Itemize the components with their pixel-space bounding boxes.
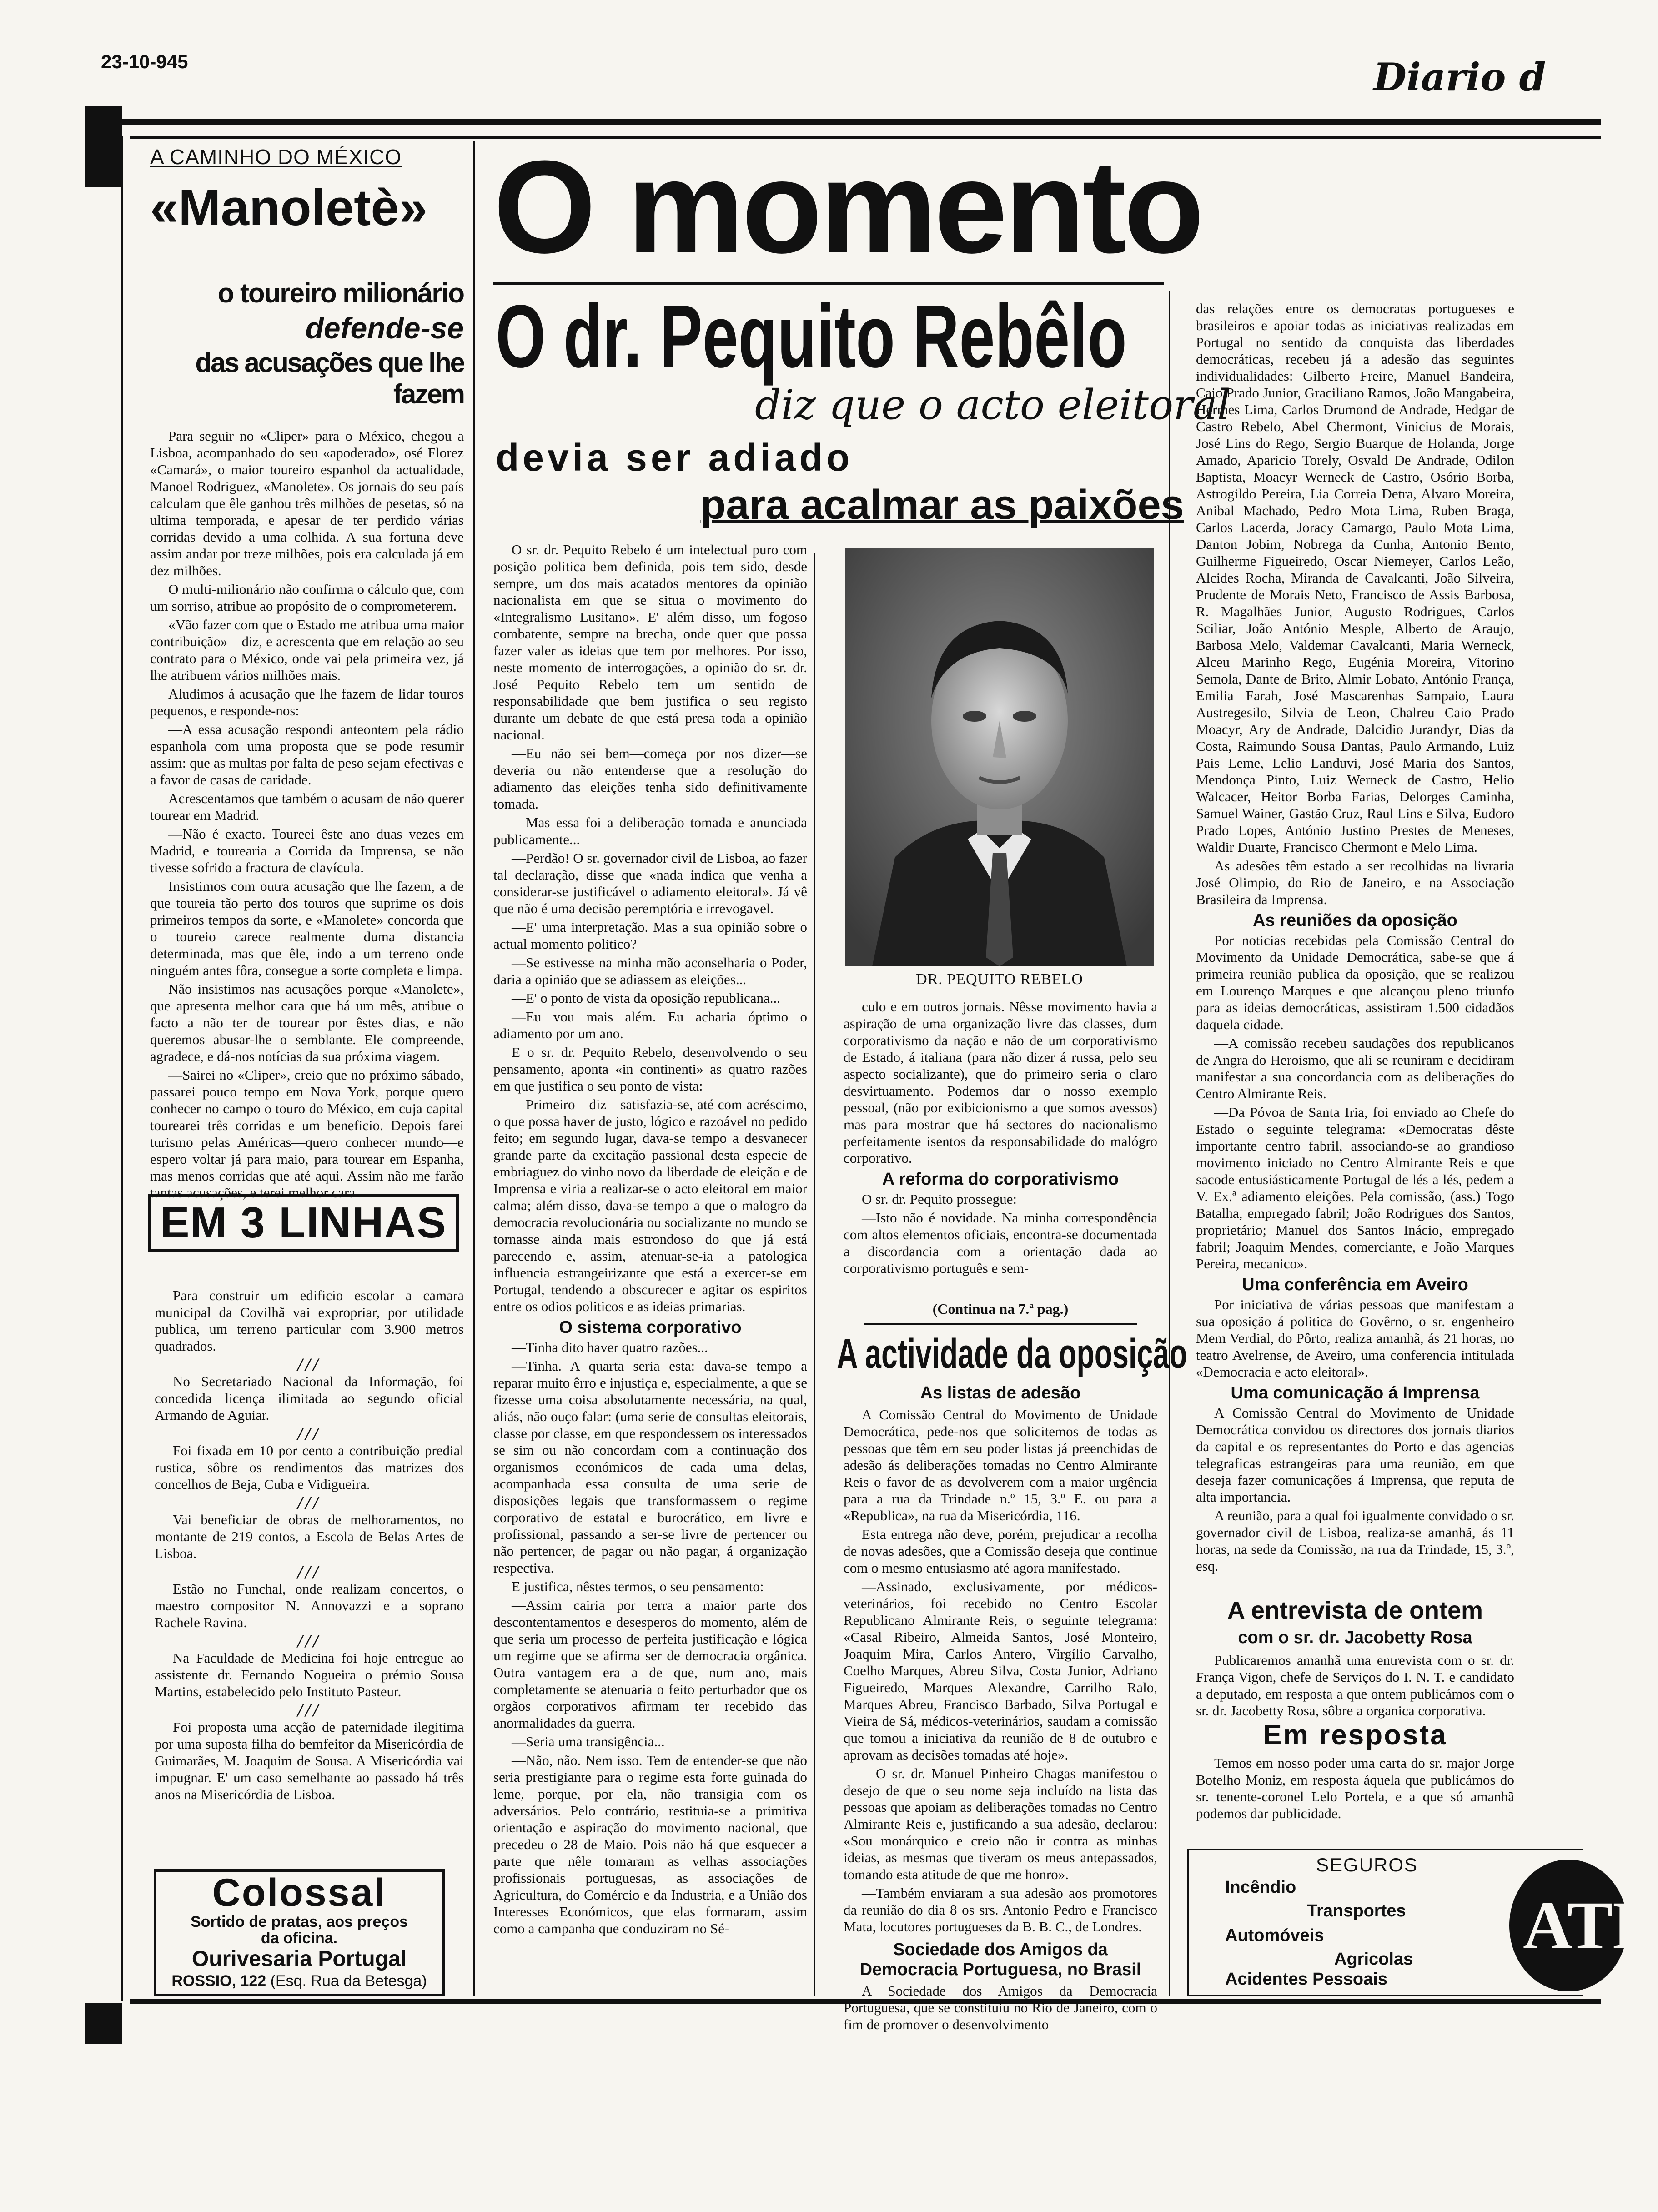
paragraph: Temos em nosso poder uma carta do sr. major Jorge Botelho Moniz, em resposta áquela que publicámos do sr. tenente-coronel Lelo Portela, e a que só amanhã podemos dar publicidade. <box>1196 1755 1514 1821</box>
brief-item: Na Faculdade de Medicina foi hoje entregue ao assistente dr. Fernando Nogueira o prémio Sousa Martins, estabelecido pelo Instituto Pasteur. <box>155 1650 464 1699</box>
left-margin-line <box>121 136 123 2001</box>
paragraph: Por iniciativa de várias pessoas que manifestam a sua oposição á politica do Govêrno, o sr. engenheiro Mem Verdial, do Pôrto, realiza amanhã, ás 21 horas, no teatro Avelrense, de Aveiro, uma conferencia intitulada «Democracia e acto eleitoral». <box>1196 1297 1514 1380</box>
paragraph: —Assinado, exclusivamente, por médicos-veterinários, foi recebido no Centro Escolar Republicano Almirante Reis, o seguinte telegrama: «Casal Ribeiro, Almeida Santos, José Monteiro, Joaquim Mira, Carlos Antero, Virgílio Carvalho, Coelho Marques, Abreu Silva, Costa Junior, Adriano Figueiredo, Marques Alexandre, Carrilho Ralo, Marques Abreu, Francisco Barbado, Silva Portugal e Vieira de Sá, médicos-veterinários, saudam a comissão que tomou a iniciativa da reunião de 8 de outubro e aprovam as decisões tomadas até hoje». <box>844 1579 1157 1763</box>
ad-seguros <box>1187 1849 1658 1996</box>
section-title: EM 3 LINHAS <box>160 1198 447 1247</box>
paragraph: Para seguir no «Cliper» para o México, chegou a Lisboa, acompanhado do seu «apoderado», osé Florez «Camará», o maior toureiro espanhol da actualidade, Manoel Rodriguez, «Manolete». Os jornais do seu país calculam que êle ganhou três milhões de pesetas, só na ultima temporada, e apesar de ter perdido várias corridas devido a uma colhida. A sua fortuna deve assim andar por treze milhões, pois era calculada já em dez milhões. <box>150 428 464 578</box>
ad-line: Transportes <box>1307 1901 1406 1920</box>
oposicao-headline: A actividade da oposição <box>837 1331 1187 1377</box>
subheading: Uma comunicação á Imprensa <box>1231 1383 1480 1403</box>
paragraph: —Seria uma transigência... <box>512 1734 665 1749</box>
main-headline: O dr. Pequito Rebêlo <box>496 287 1127 386</box>
paragraph: A Sociedade dos Amigos da Democracia Portuguesa, que se constituiu no Rio de Janeiro, com o fim de promover o desenvolvimento <box>844 1983 1157 2032</box>
paragraph: —Perdão! O sr. governador civil de Lisboa, ao fazer tal declaração, disse que «nada indica que venha a considerar-se justificável o adiamento eleitoral». Já vê que não é uma decisão peremptória e irrevogavel. <box>493 850 807 916</box>
paragraph: E o sr. dr. Pequito Rebelo, desenvolvendo o seu pensamento, aponta «in continenti» as quatro razões em que justifica o seu ponto de vista: <box>493 1044 807 1094</box>
paragraph: A Comissão Central do Movimento de Unidade Democrática, pede-nos que solicitemos de todas as pessoas que têm em seu poder listas já preenchidas de adesão ás deliberações tomadas no Centro Almirante Reis o favor de as devolverem com a maior urgência para a rua da Trindade n.º 15, 3.º E. ou para a «Republica», na rua da Misericórdia, 116. <box>844 1407 1157 1523</box>
paragraph: —Também enviaram a sua adesão aos promotores da reunião do dia 8 os srs. Antonio Pedro e Francisco Mata, locutores portugueses da B. B. C., de Londres. <box>844 1885 1157 1935</box>
oposicao-body <box>844 1406 1157 2032</box>
right-col-body <box>1196 300 1514 1583</box>
left-margin-bar-bottom <box>85 2003 122 2044</box>
ad-line: Incêndio <box>1225 1878 1296 1897</box>
ad-address <box>156 1972 442 1990</box>
paragraph: O multi-milionário não confirma o cálculo que, com um sorriso, atribue ao propósito de o comprometerem. <box>150 581 464 614</box>
paragraph: O sr. dr. Pequito prossegue: <box>862 1191 1017 1207</box>
top-rule <box>86 119 1601 125</box>
paragraph: As adesões têm estado a ser recolhidas na livraria José Olimpio, do Rio de Janeiro, e na Associação Brasileira da Imprensa. <box>1196 858 1514 907</box>
brief-item: Foi proposta uma acção de paternidade ilegitima por uma suposta filha do bemfeitor da Misericórdia de Guimarães, M. Joaquim de Sousa. A Misericórdia vai impugnar. E' um caso semelhante ao passado há três anos na Misericórdia de Lisboa. <box>155 1719 464 1802</box>
paragraph: —E' uma interpretação. Mas a sua opinião sobre o actual momento politico? <box>493 919 807 952</box>
main-headline-wrap <box>496 287 1164 386</box>
paragraph: —A comissão recebeu saudações dos republicanos de Angra do Heroismo, que ali se reuniram e decidiram manifestar a sua concordancia com as deliberações do Centro Almirante Reis. <box>1196 1035 1514 1101</box>
paragraph: —O sr. dr. Manuel Pinheiro Chagas manifestou o desejo de que o seu nome seja incluído na lista das pessoas que apoiam as deliberações tomadas no Centro Almirante Reis e, justificando a sua adesão, declarou: «Sou monárquico e creio não ir contra as minhas ideias, as mesmas que tiveram os meus antepassados, tomando esta atitude de que me honro». <box>844 1765 1157 1882</box>
brief-item: Vai beneficiar de obras de melhoramentos, no montante de 219 contos, a Escola de Belas Artes de Lisboa. <box>155 1512 464 1561</box>
left-margin-bar-top <box>85 106 122 187</box>
photo-caption: DR. PEQUITO REBELO <box>916 971 1083 988</box>
manolete-body <box>150 427 464 1201</box>
resposta-title: Em resposta <box>1263 1719 1447 1751</box>
em3linhas-body <box>155 1287 464 1874</box>
subheading: Sociedade dos Amigos da Democracia Portuguesa, no Brasil <box>859 1940 1141 1979</box>
separator-mark: /// <box>297 1700 321 1720</box>
paragraph: —Eu não sei bem—começa por nos dizer—se deveria ou não entenderse que a resolução do adiamento das eleições tenha sido definitivamente tomada. <box>493 745 807 812</box>
subtitle-line-1: o toureiro milionário <box>217 278 464 308</box>
subheading: A reforma do corporativismo <box>882 1170 1119 1189</box>
paragraph: —Se estivesse na minha mão aconselharia o Poder, daria a opinião que se adiassem as eleições... <box>493 955 807 987</box>
paragraph: das relações entre os democratas portugueses e brasileiros e apoiar todas as iniciativas realizadas em Portugal no sentido da conquista das liberdades democráticas, recebeu já a adesão das seguintes individualidades: Gilberto Freire, Manuel Bandeira, Caio Prado Junior, Graciliano Ramos, João Mangabeira, Hermes Lima, Carlos Drumond de Andrade, Hedgar de Castro Rebelo, Abel Chermont, Vinicius de Morais, José Lins do Rego, Sergio Buarque de Holanda, Jorge Amado, Aparicio Torely, Osvald De Andrade, Odilon Baptista, Moacyr Werneck de Castro, Osório Borba, Astrogildo Pereira, Lia Correia Detra, Alvaro Moreira, Anibal Machado, Pedro Mota Lima, Ruben Braga, Carlos Lacerda, Joracy Camargo, Paulo Mota Lima, Danton Jobim, Nobrega da Cunha, Antonio Bento, Guilherme Figueiredo, Oscar Niemeyer, Carlos Leão, Alcides Rocha, Miranda de Cavalcanti, João Silveira, Prudente de Morais Neto, Francisco de Assis Barbosa, R. Magalhães Junior, Augusto Rodrigues, Carlos Sciliar, João António Mesple, Alberto de Araujo, Barbosa Melo, Valdemar Cavalcanti, Maria Werneck, Alceu Marinho Rego, Eugénia Moreira, Vitorino Semola, Dante de Brito, Almir Lobato, António França, Emilia Farah, José Mascarenhas Sampaio, Laura Austregesilo, Silvia de Leon, Chalreu Caio Prado Moacyr, Ary de Andrade, Dalcidio Jurandyr, Dias da Costa, Raimundo Sousa Dantas, Paulo Armando, Luiz Pais Leme, Lelio Landuvi, José Maria dos Santos, Mendonça Pinto, Luiz Werneck de Castro, Helio Walcacer, Heitor Borba Farias, Delorges Caminha, Samuel Wainer, Gastão Cruz, Raul Lins e Silva, Eudoro Prado Lopes, António Justino Prestes de Meneses, Waldir Duarte, Francisco Chermont e Melo Lima. <box>1196 301 1514 855</box>
main-story-col-2 <box>844 998 1157 1289</box>
paragraph: Esta entrega não deve, porém, prejudicar a recolha de novas adesões, que a Comissão deseja que continue com o mesmo entusiasmo até agora manifestado. <box>844 1526 1157 1576</box>
deck-line-1: diz que o acto eleitoral <box>755 381 1231 429</box>
banner-underline <box>493 282 1164 285</box>
separator-mark: /// <box>297 1631 321 1651</box>
banner-title: O momento <box>493 133 1202 281</box>
separator-mark: /// <box>297 1493 321 1513</box>
subheading: O sistema corporativo <box>559 1318 742 1337</box>
resposta-body <box>1196 1755 1514 1832</box>
continued-rule <box>864 1323 1137 1325</box>
section-box-em3linhas <box>148 1194 459 1252</box>
ad-colossal <box>154 1869 445 1996</box>
oposicao-subhead: As listas de adesão <box>920 1383 1081 1403</box>
oposicao-headline-wrap <box>837 1330 1187 1380</box>
newspaper-name: Diario d <box>1373 55 1546 100</box>
paragraph: «Vão fazer com que o Estado me atribua uma maior contribuição»—diz, e acrescenta que em relação ao seu contrato para o México, onde vai pela primeira vez, já lhe atribuem vários milhões mais. <box>150 617 464 683</box>
entrevista-body <box>1196 1652 1514 1724</box>
page-date: 23-10-945 <box>101 51 188 72</box>
column-rule-2 <box>473 141 475 1996</box>
paragraph: —Tinha. A quarta seria esta: dava-se tempo a reparar muito êrro e injustiça e, especialmente, a que se fizesse uma coisa absolutamente necessária, na qual, aliás, não ouço falar: (uma serie de consultas eleitorais, classe por classe, em que respondessem os interessados se sim ou não concordam com a continuação dos organismos económicos de cada uma delas, acompanhada essa consulta de uma serie de disposições legais que transformassem o regime corporativo de estatal e burocrático, em livre e profissional, passando a ser-se livre de pertencer ou não pertencer, de pagar ou não pagar, á organização respectiva. <box>493 1358 807 1576</box>
ad-address-strong: ROSSIO, 122 <box>171 1972 266 1990</box>
ad-line-2: da oficina. <box>261 1930 338 1947</box>
ad-seguros-title: SEGUROS <box>1316 1854 1418 1875</box>
atl-logo-text: ATL <box>1523 1888 1658 1963</box>
paragraph: —Não, não. Nem isso. Tem de entender-se que não seria prestigiante para o regime esta forte guinada do leme, porque, por ela, não transigia com os adversários. Pelo contrário, restituia-se a primitiva orientação e aspiração do movimento nacional, que precedeu o 28 de Maio. Pois não há que esquecer a parte que nêle tomaram as velhas associações profissionais portuguesas, as associações de Agricultura, do Comércio e da Industria, e a União dos Interesses Económicos, que elas formaram, assim como a campanha que conduziram no Sé- <box>493 1752 807 1936</box>
paragraph: —Não é exacto. Toureei êste ano duas vezes em Madrid, e tourearia a Corrida da Imprensa, se não tivesse sofrido a fractura de clavícula. <box>150 826 464 875</box>
entrevista-sub: com o sr. dr. Jacobetty Rosa <box>1238 1628 1472 1647</box>
paragraph: —Eu vou mais além. Eu acharia óptimo o adiamento por um ano. <box>493 1009 807 1041</box>
column-rule-3 <box>814 553 815 1996</box>
ad-shop: Ourivesaria Portugal <box>191 1947 407 1971</box>
brief-item: Para construir um edificio escolar a camara municipal da Covilhã vai expropriar, por utilidade publica, um terreno particular com 3.900 metros quadrados. <box>155 1287 464 1354</box>
deck-line-2: devia ser adiado <box>496 436 854 479</box>
ad-name: Colossal <box>212 1871 387 1915</box>
paragraph: culo e em outros jornais. Nêsse movimento havia a aspiração de uma organização livre das classes, dum corporativismo da nação e não de um corporativismo de Estado, á italiana (para não dizer á russa, pelo seu aspecto socializante), que do primeiro seria o claro desvirtuamento. Podemos dar o nosso exemplo pessoal, (não por exibicionismo a que somos avessos) mas para mostrar que há sectores do nacionalismo perfeitamente isentos da responsabilidade do malógro corporativo. <box>844 999 1157 1166</box>
portrait-illustration <box>845 548 1154 966</box>
article-title: «Manoletè» <box>150 179 427 236</box>
article-subtitle <box>150 277 464 410</box>
paragraph: —Isto não é novidade. Na minha correspondência com altos elementos oficiais, encontra-se documentada a discordancia com a orientação dada ao corporativismo português e sem- <box>844 1210 1157 1276</box>
separator-mark: /// <box>297 1562 321 1582</box>
brief-item: Foi fixada em 10 por cento a contribuição predial rustica, sôbre os rendimentos das matrizes dos concelhos de Beja, Cuba e Vidigueira. <box>155 1443 464 1492</box>
paragraph: —Mas essa foi a deliberação tomada e anunciada publicamente... <box>493 814 807 847</box>
paragraph: Publicaremos amanhã uma entrevista com o sr. dr. França Vigon, chefe de Serviços do I. N. T. e candidato a deputado, em resposta a que ontem publicámos com o sr. dr. Jacobetty Rosa, sôbre a organica corporativa. <box>1196 1652 1514 1719</box>
subheading: As reuniões da oposição <box>1253 911 1457 930</box>
paragraph: —Assim cairia por terra a maior parte dos descontentamentos e desesperos do momento, além de que seria um processo de perfeita justificação e lógica um regime que se afirma ser de democracia orgânica. Outra vantagem era a de que, num ano, mais completamente se atenuaria o feito perturbador que os orgãos corporativos afirmam ter recebido das anormalidades da guerra. <box>493 1597 807 1731</box>
paragraph: A Comissão Central do Movimento de Unidade Democrática convidou os directores dos jornais diarios da capital e os representantes do Porto e das agencias telegraficas estrangeiras para uma reunião, em que deseja fazer comunicações á Imprensa, que reputa de alta importancia. <box>1196 1405 1514 1505</box>
ad-address-rest: (Esq. Rua da Betesga) <box>270 1972 427 1990</box>
portrait-photo <box>845 548 1154 966</box>
subheading: Uma conferência em Aveiro <box>1242 1275 1468 1294</box>
subtitle-line-2: defende-se <box>305 311 464 345</box>
paragraph: A reunião, para a qual foi igualmente convidado o sr. governador civil de Lisboa, realiza-se amanhã, ás 11 horas, na sede da Comissão, na rua da Trindade, 15, 3.º, esq. <box>1196 1508 1514 1574</box>
brief-item: Estão no Funchal, onde realizam concertos, o maestro compositor N. Annovazzi e a soprano Rachele Ravina. <box>155 1581 464 1630</box>
paragraph: Aludimos á acusação que lhe fazem de lidar touros pequenos, e responde-nos: <box>150 686 464 719</box>
entrevista-title: A entrevista de ontem <box>1227 1597 1483 1624</box>
deck-line-3: para acalmar as paixões <box>700 482 1184 528</box>
continued-note: (Continua na 7.ª pag.) <box>932 1301 1069 1317</box>
paragraph: —Tinha dito haver quatro razões... <box>512 1339 708 1355</box>
paragraph: Não insistimos nas acusações porque «Manolete», que apresenta melhor cara que há um mês, atribue o facto a não ter de tourear por êstes dias, e não queremos abusar-lhe o semblante. Ele compreende, agradece, e dá-nos notícias da sua próxima viagem. <box>150 981 464 1064</box>
separator-mark: /// <box>297 1423 321 1444</box>
paragraph: —Da Póvoa de Santa Iria, foi enviado ao Chefe do Estado o seguinte telegrama: «Democratas dêste importante centro fabril, associando-se ao grandioso movimento iniciado no Centro Almirante Reis e que sacode entusiásticamente Portugal de lés a lés, pedem a V. Ex.ª adiamento eleições. Pela comissão, (ass.) Togo Batalha, empregado fabril; João Rodrigues dos Santos, proprietário; Manuel dos Santos Inácio, empregado fabril; Joaquim Mendes, comerciante, e João Marques Pereira, mecanico». <box>1196 1104 1514 1272</box>
ad-line-1: Sortido de pratas, aos preços <box>190 1913 408 1930</box>
ad-line: Acidentes Pessoais <box>1225 1970 1387 1989</box>
paragraph: O sr. dr. Pequito Rebelo é um intelectual puro com posição politica bem definida, pois tem sido, desde sempre, um dos mais acatados mentores da opinião nacionalista em que se situa o movimento do «Integralismo Lusitano». E' além disso, um fogoso combatente, sempre na brecha, onde quer que possa fazer valer as ideias que tem por melhores. Por isso, neste momento de interrogações, a opinião do sr. dr. José Pequito Rebelo tem um sentido de responsabilidade que bem justifica o seu registo durante um debate de que está presa toda a opinião nacional. <box>493 542 807 743</box>
paragraph: Por noticias recebidas pela Comissão Central do Movimento da Unidade Democrática, sabe-se que á primeira reunião publica da oposição, que se realizou em Lourenço Marques e que alcançou pleno triunfo para as ideias democráticas, assistiram 1.500 cidadãos daquela cidade. <box>1196 932 1514 1032</box>
ad-line: Agricolas <box>1334 1950 1413 1969</box>
paragraph: —A essa acusação respondi anteontem pela rádio espanhola com uma proposta que se pode resumir assim: que as multas por falta de peso sejam efectivas e a favor de casas de caridade. <box>150 721 464 788</box>
brief-item: No Secretariado Nacional da Informação, foi concedida licença ilimitada ao segundo oficial Armando de Aguiar. <box>155 1373 464 1423</box>
subtitle-line-3: das acusações que lhe fazem <box>195 347 464 409</box>
column-rule-4 <box>1169 291 1170 1996</box>
paragraph: Acrescentamos que também o acusam de não querer tourear em Madrid. <box>150 790 464 823</box>
main-story-col-1 <box>493 541 807 1996</box>
ad-line: Automóveis <box>1225 1926 1324 1945</box>
article-kicker: A CAMINHO DO MÉXICO <box>150 145 402 169</box>
paragraph: —E' o ponto de vista da oposição republicana... <box>512 990 780 1006</box>
paragraph: —Primeiro—diz—satisfazia-se, até com acréscimo, o que possa haver de justo, lógico e razoável no pedido feito; em segundo lugar, dava-se tempo a desvanecer grande parte da excitação passional desta especie de embriaguez do vinho novo da liberdade de eleição e de Imprensa e viria a realizar-se o acto eleitoral em maior calma; além disso, dava-se tempo a que o malogro da democracia revolucionária ou socializante no mundo se tornasse ainda mais estrondoso do que já está parecendo e, assim, atenuar-se-ia a patologica influencia estrangeirizante que está a exercer-se em Portugal, tendendo a obscurecer e agitar os espiritos entre os odios politicos e as ideias primarias. <box>493 1096 807 1314</box>
paragraph: E justifica, nêstes termos, o seu pensamento: <box>512 1579 764 1594</box>
separator-mark: /// <box>297 1354 321 1375</box>
atl-logo <box>1509 1860 1658 1991</box>
paragraph: —Sairei no «Cliper», creio que no próximo sábado, passarei pouco tempo em Nova York, porque quero conhecer no campo o touro do México, em cuja capital tourearei três corridas e um beneficio. Depois farei turismo pelas Américas—quero conhecer mundo—e espero voltar já para maio, para tourear em Espanha, mas menos corridas que até aqui. Assim não me farão tantas acusações, e terei melhor cara. <box>150 1067 464 1201</box>
paragraph: Insistimos com outra acusação que lhe fazem, a de que toureia tão perto dos touros que suprime os dois primeiros tempos da sorte, e «Manolete» concorda que o toureio carece realmente duma distancia determinada, mas que êle, indo a um terreno onde ninguém antes fôra, consegue a sorte completa e limpa. <box>150 878 464 978</box>
